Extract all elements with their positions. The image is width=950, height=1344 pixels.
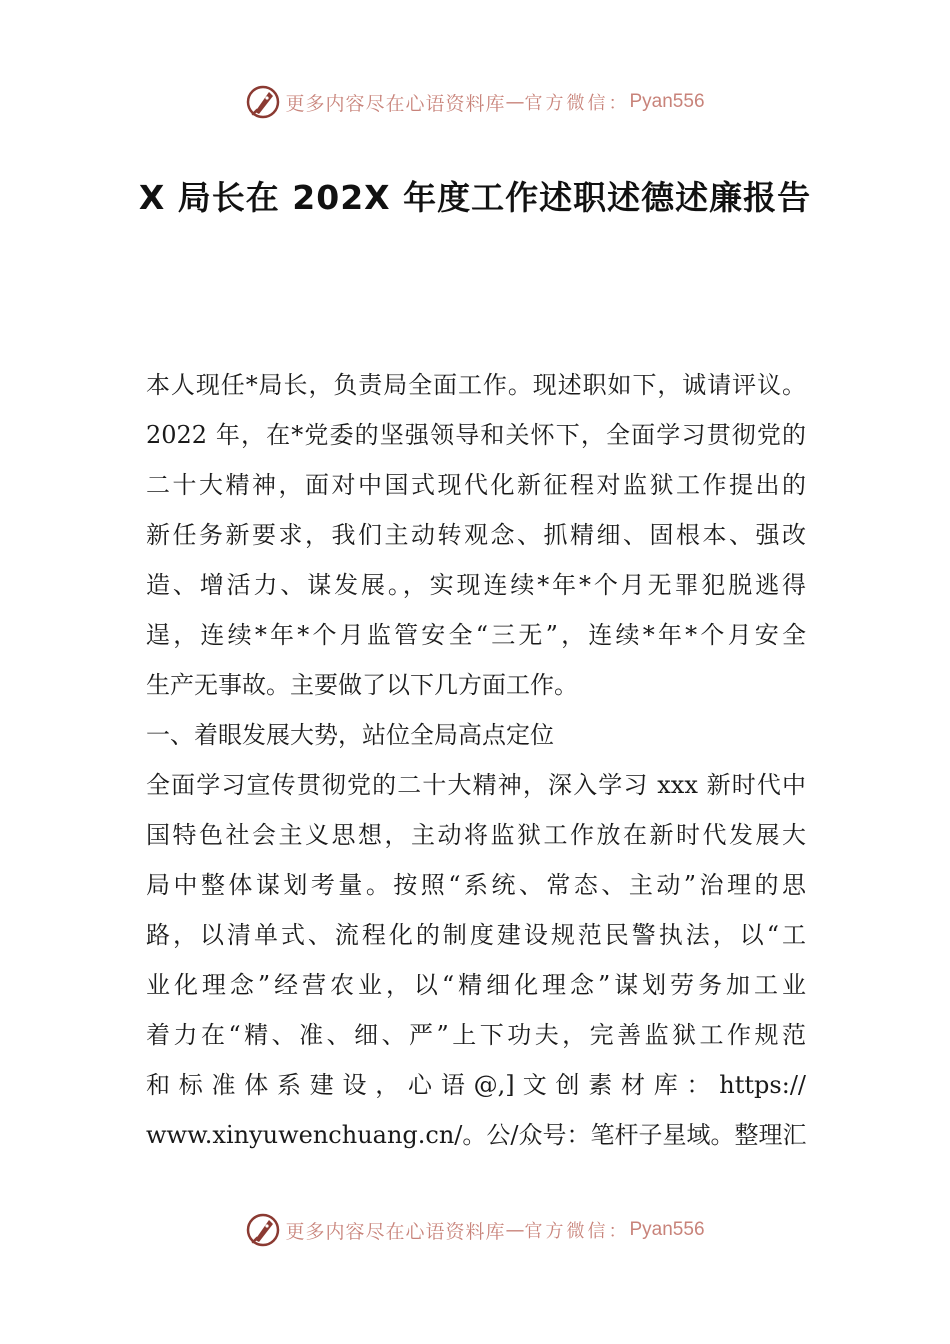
body-line: 逞，连续*年*个月监管安全“三无”，连续*年*个月安全 <box>146 621 806 649</box>
body-line: 国特色社会主义思想，主动将监狱工作放在新时代发展大 <box>146 821 806 849</box>
document-title: X 局长在 202X 年度工作述职述德述廉报告 <box>138 178 812 217</box>
body-line: 全面学习宣传贯彻党的二十大精神，深入学习 xxx 新时代中 <box>146 771 806 799</box>
pen-nib-logo-icon <box>245 1212 281 1248</box>
body-line: 局中整体谋划考量。按照“系统、常态、主动”治理的思 <box>146 871 806 899</box>
pen-nib-logo-icon <box>245 84 281 120</box>
banner-wechat-label: 官方微信： <box>524 1221 630 1242</box>
banner-wechat-label: 官方微信： <box>524 93 630 114</box>
body-line: 和 标 准 体 系 建 设 ， 心 语 @,] 文 创 素 材 库 ： https:// <box>146 1071 806 1099</box>
section-heading: 一、着眼发展大势，站位全局高点定位 <box>146 721 554 749</box>
body-line: 本人现任*局长，负责局全面工作。现述职如下，诚请评议。 <box>146 371 806 399</box>
body-line: 着力在“精、准、细、严”上下功夫，完善监狱工作规范 <box>146 1021 806 1049</box>
banner-wechat-id: Pyan556 <box>629 1219 705 1240</box>
banner-wechat-id: Pyan556 <box>629 91 705 112</box>
body-line: 业化理念”经营农业，以“精细化理念”谋划劳务加工业 <box>146 971 806 999</box>
banner-brand-text: 更多内容尽在心语资料库 <box>285 92 506 115</box>
body-line: 造、增活力、谋发展。，实现连续*年*个月无罪犯脱逃得 <box>146 571 806 599</box>
body-line: 新任务新要求，我们主动转观念、抓精细、固根本、强改 <box>146 521 806 549</box>
body-line: 2022 年，在*党委的坚强领导和关怀下，全面学习贯彻党的 <box>146 421 806 449</box>
banner-dash: — <box>505 91 525 113</box>
body-line: 生产无事故。主要做了以下几方面工作。 <box>146 671 578 699</box>
header-banner <box>0 82 950 122</box>
body-line: www.xinyuwenchuang.cn/。公/众号：笔杆子星域。整理汇 <box>146 1121 806 1149</box>
document-body <box>146 366 806 1166</box>
body-line: 二十大精神，面对中国式现代化新征程对监狱工作提出的 <box>146 471 806 499</box>
footer-banner <box>0 1210 950 1250</box>
banner-brand-text: 更多内容尽在心语资料库 <box>285 1220 506 1243</box>
body-line: 路，以清单式、流程化的制度建设规范民警执法，以“工 <box>146 921 806 949</box>
banner-dash: — <box>505 1219 525 1241</box>
